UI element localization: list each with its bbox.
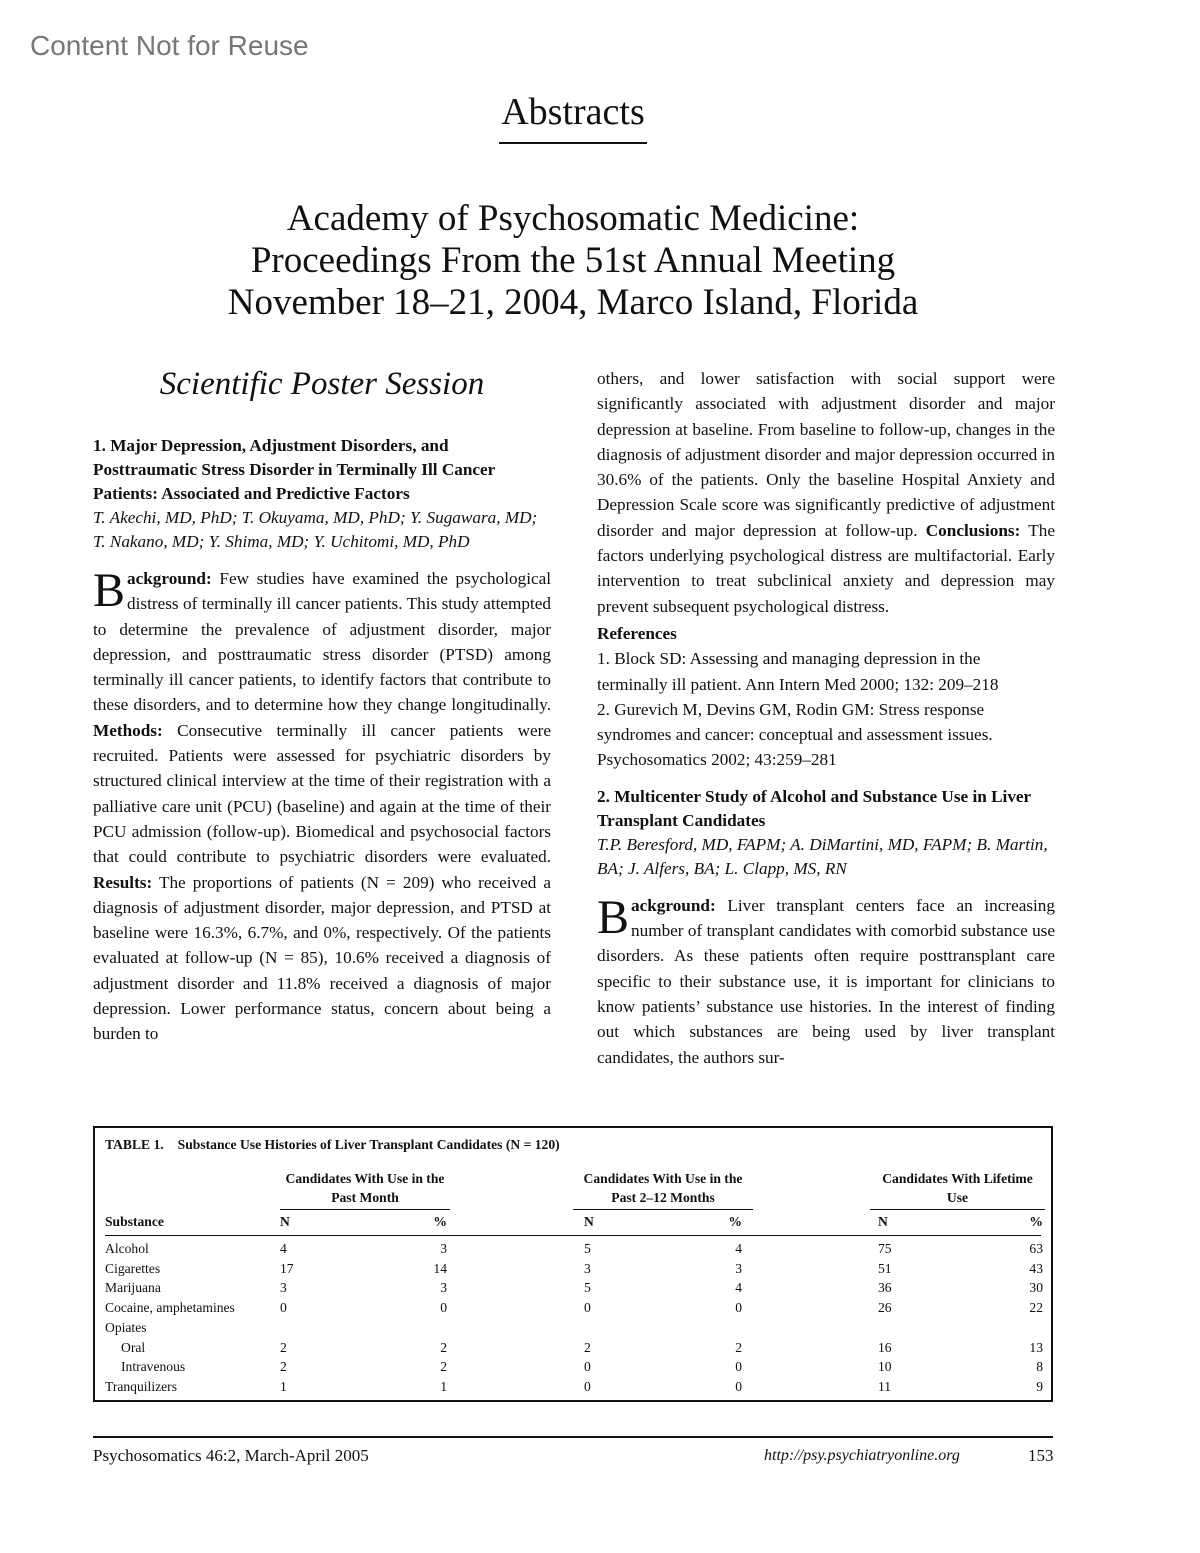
table-cell-percent: 9 bbox=[1036, 1378, 1043, 1394]
table-row-label: Oral bbox=[121, 1339, 146, 1355]
table-cell-percent: 8 bbox=[1036, 1359, 1043, 1375]
table-cell-percent: 3 bbox=[440, 1241, 447, 1256]
table-row-label: Opiates bbox=[105, 1319, 147, 1335]
table-cell-n: 75 bbox=[878, 1241, 892, 1256]
table-cell-percent: 4 bbox=[735, 1241, 742, 1256]
background-text: Few studies have examined the psychological distress of terminally ill cancer patients. This study attempted to determine the prevalence of adjustment disorder, major depression, and posttraumatic stress disorder (PTSD) among terminally ill cancer patients, to identify factors that contribute to these disorders, and to determine how they change longitudinally. bbox=[93, 569, 551, 715]
proceedings-title bbox=[0, 198, 1146, 324]
table-cell-n: 4 bbox=[280, 1241, 287, 1256]
table-row-label: Tranquilizers bbox=[105, 1378, 177, 1394]
table-row-label: Marijuana bbox=[105, 1280, 161, 1296]
table-cell-n: 0 bbox=[280, 1300, 287, 1316]
background-label: ackground: bbox=[631, 895, 716, 915]
left-column bbox=[93, 364, 551, 1047]
table-cell-percent: 14 bbox=[433, 1260, 447, 1276]
substance-use-table bbox=[93, 1126, 1053, 1402]
column-header-n: N bbox=[280, 1214, 290, 1229]
table-cell-n: 11 bbox=[878, 1378, 892, 1394]
footer-page-number: 153 bbox=[1028, 1446, 1054, 1465]
column-header-n: N bbox=[584, 1214, 594, 1229]
table-row-label: Cigarettes bbox=[105, 1260, 161, 1276]
group-header-past-2-12-months: Candidates With Use in the Past 2–12 Months bbox=[583, 1171, 743, 1205]
conclusions-label: Conclusions: bbox=[925, 520, 1021, 540]
table-cell-percent: 3 bbox=[735, 1260, 742, 1276]
table-cell-n: 3 bbox=[280, 1280, 287, 1296]
proceedings-title-line: Proceedings From the 51st Annual Meeting bbox=[250, 240, 896, 281]
results-text: The proportions of patients (N = 209) who received a diagnosis of adjustment disorder, major depression, and PTSD at baseline were 16.3%, 6.7%, and 0%, respectively. Of the patients evaluated at follow-up (N = 85), 10.6% received a diagnosis of adjustment disorder and 11.8% received a diagnosis of major depression. Lower performance status, concern about being a burden to bbox=[93, 872, 551, 1044]
methods-text: Consecutive terminally ill cancer patients were recruited. Patients were assessed for psychiatric disorders by structured clinical interview at the time of their registration with a palliative care unit (PCU) (baseline) and again at the time of their PCU admission (follow-up). Biomedical and psychosocial factors that could contribute to psychiatric disorders were evaluated. bbox=[93, 720, 551, 867]
table-cell-n: 10 bbox=[878, 1359, 892, 1375]
table-row-label: Alcohol bbox=[105, 1241, 149, 1256]
right-column bbox=[597, 366, 1055, 1070]
group-header-rule bbox=[870, 1209, 1045, 1210]
table-cell-percent: 43 bbox=[1029, 1260, 1043, 1276]
section-title: Abstracts bbox=[501, 91, 645, 133]
background-label: ackground: bbox=[127, 569, 212, 588]
footer-url: http://psy.psychiatryonline.org bbox=[764, 1447, 960, 1464]
table-cell-percent: 0 bbox=[735, 1300, 742, 1316]
drop-cap: B bbox=[597, 890, 630, 944]
proceedings-title-line: November 18–21, 2004, Marco Island, Florida bbox=[227, 282, 919, 323]
abstract-2-title: 2. Multicenter Study of Alcohol and Substance Use in Liver Transplant Candidates bbox=[597, 786, 1031, 830]
header-rule bbox=[105, 1235, 1041, 1236]
column-header-percent: % bbox=[728, 1214, 742, 1229]
results-label: Results: bbox=[93, 872, 153, 892]
table-cell-percent: 2 bbox=[440, 1339, 447, 1355]
table-cell-percent: 30 bbox=[1029, 1280, 1043, 1296]
table-cell-n: 17 bbox=[280, 1260, 294, 1276]
reference-item: 1. Block SD: Assessing and managing depression in the terminally ill patient. Ann Intern Med 2000; 132: 209–218 bbox=[597, 649, 999, 694]
group-header-rule bbox=[280, 1209, 450, 1210]
abstract-1-continued bbox=[597, 366, 1055, 619]
table-cell-percent: 13 bbox=[1029, 1339, 1043, 1355]
section-title-underline bbox=[499, 142, 647, 144]
abstract-1-body bbox=[93, 566, 551, 1047]
table-cell-percent: 2 bbox=[735, 1339, 742, 1355]
session-title: Scientific Poster Session bbox=[159, 366, 485, 402]
table-cell-percent: 0 bbox=[440, 1300, 447, 1316]
table-cell-n: 26 bbox=[878, 1300, 892, 1316]
table-cell-n: 3 bbox=[584, 1260, 591, 1276]
table-cell-percent: 1 bbox=[440, 1378, 447, 1394]
table-cell-percent: 22 bbox=[1029, 1300, 1043, 1316]
table-cell-n: 16 bbox=[878, 1339, 892, 1355]
drop-cap: B bbox=[93, 564, 126, 617]
table-cell-percent: 2 bbox=[440, 1359, 447, 1375]
table-cell-percent: 3 bbox=[440, 1280, 447, 1296]
abstract-1-authors: T. Akechi, MD, PhD; T. Okuyama, MD, PhD; Y. Sugawara, MD; T. Nakano, MD; Y. Shima, MD; Y. Uchitomi, MD, PhD bbox=[93, 508, 538, 551]
footer-journal: Psychosomatics 46:2, March-April 2005 bbox=[93, 1446, 369, 1465]
group-header-past-month: Candidates With Use in the Past Month bbox=[285, 1171, 445, 1205]
group-header-lifetime: Candidates With Lifetime Use bbox=[882, 1171, 1033, 1205]
table-cell-n: 51 bbox=[878, 1260, 892, 1276]
table-cell-n: 5 bbox=[584, 1241, 591, 1256]
abstract-2-body bbox=[597, 890, 1055, 1070]
table-row-label: Intravenous bbox=[121, 1359, 186, 1375]
watermark: Content Not for Reuse bbox=[30, 30, 309, 61]
table-cell-n: 0 bbox=[584, 1359, 591, 1375]
table-row-label: Cocaine, amphetamines bbox=[105, 1300, 235, 1316]
continued-text: others, and lower satisfaction with social support were significantly associated with adjustment disorder and major depression at baseline. From baseline to follow-up, changes in the diagnosis of adjustment disorder and major depression occurred in 30.6% of the patients. Only the baseline Hospital Anxiety and Depression Scale score was significantly predictive of adjustment disorder and major depression at follow-up. bbox=[597, 369, 1055, 540]
conclusions-text: The factors underlying psychological distress are multifactorial. Early intervention to treat subclinical anxiety and depression may prevent subsequent psychological distress. bbox=[597, 520, 1055, 616]
table-cell-n: 0 bbox=[584, 1300, 591, 1316]
column-header-percent: % bbox=[433, 1214, 447, 1229]
table-cell-n: 2 bbox=[280, 1359, 287, 1375]
table-caption bbox=[105, 1137, 560, 1153]
footer-rule bbox=[93, 1436, 1053, 1438]
table-caption-label: TABLE 1. bbox=[105, 1137, 164, 1152]
methods-label: Methods: bbox=[93, 720, 163, 740]
table-cell-percent: 0 bbox=[735, 1378, 742, 1394]
group-header-rule bbox=[573, 1209, 753, 1210]
abstract-2-authors: T.P. Beresford, MD, FAPM; A. DiMartini, MD, FAPM; B. Martin, BA; J. Alfers, BA; L. Clapp, MS, RN bbox=[597, 834, 1048, 878]
proceedings-title-line: Academy of Psychosomatic Medicine: bbox=[286, 198, 860, 239]
table-cell-percent: 63 bbox=[1029, 1241, 1043, 1256]
column-header-n: N bbox=[878, 1214, 888, 1229]
table-cell-n: 1 bbox=[280, 1378, 287, 1394]
table-cell-n: 5 bbox=[584, 1280, 591, 1296]
table-cell-n: 2 bbox=[280, 1339, 287, 1355]
abstract-1-title: 1. Major Depression, Adjustment Disorders, and Posttraumatic Stress Disorder in Terminally Ill Cancer Patients: Associated and Predictive Factors bbox=[93, 436, 495, 503]
reference-item: 2. Gurevich M, Devins GM, Rodin GM: Stress response syndromes and cancer: conceptual and assessment issues. Psychosomatics 2002; 43:259–281 bbox=[597, 699, 993, 770]
column-header-substance: Substance bbox=[105, 1214, 164, 1229]
column-header-percent: % bbox=[1029, 1214, 1043, 1229]
table-cell-n: 2 bbox=[584, 1339, 591, 1355]
references-heading: References bbox=[597, 623, 677, 643]
table-cell-n: 36 bbox=[878, 1280, 892, 1296]
table-cell-percent: 4 bbox=[735, 1280, 742, 1296]
table-cell-percent: 0 bbox=[735, 1359, 742, 1375]
background-text: Liver transplant centers face an increasing number of transplant candidates with comorbid substance use disorders. As these patients often require posttransplant care specific to their substance use, it is important for clinicians to know patients’ substance use histories. In the interest of finding out which substances are being used by liver transplant candidates, the authors sur- bbox=[597, 895, 1055, 1067]
table-cell-n: 0 bbox=[584, 1378, 591, 1394]
table-caption-text: Substance Use Histories of Liver Transplant Candidates (N = 120) bbox=[177, 1137, 560, 1152]
